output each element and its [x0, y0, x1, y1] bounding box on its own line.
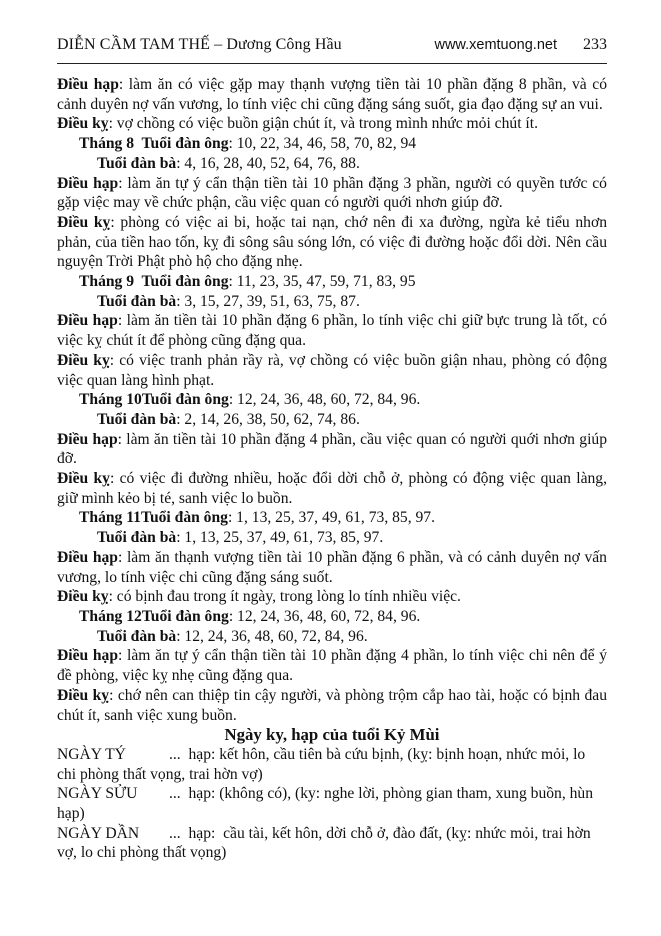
day-name: NGÀY TÝ — [57, 745, 126, 763]
text-block — [57, 607, 607, 627]
block-label: Điều kỵ — [57, 686, 110, 704]
block-label: Tháng 8 Tuổi đàn ông — [79, 135, 229, 153]
book-title: DIỄN CẦM TAM THẾ – Dương Công Hầu — [57, 36, 342, 53]
text-block — [57, 134, 607, 154]
block-text: : 1, 13, 25, 37, 49, 61, 73, 85, 97. — [176, 529, 384, 547]
text-block — [57, 824, 607, 863]
block-text: : có bịnh đau trong ít ngày, trong lòng lo tính nhiều việc. — [108, 588, 461, 606]
block-label: Điều kỵ — [57, 115, 109, 133]
block-label: Tháng 9 Tuổi đàn ông — [79, 273, 229, 291]
text-block — [57, 174, 607, 213]
text-block — [57, 75, 607, 114]
page-header — [57, 36, 607, 64]
block-text: : làm ăn có việc gặp may thạnh vượng tiền tài 10 phần đặng 8 phần, và có cảnh duyên nợ vấn vương, lo tính việc chi cũng đặng sáng suốt, gia đạo đặng sự an vui. — [57, 76, 607, 113]
block-text: : 12, 24, 36, 48, 60, 72, 84, 96. — [176, 627, 368, 645]
block-text: : 10, 22, 34, 46, 58, 70, 82, 94 — [228, 135, 417, 153]
text-block — [57, 213, 607, 272]
page-number: 233 — [583, 36, 607, 53]
text-block — [57, 410, 607, 430]
block-text: : có việc đi đường nhiều, hoặc đổi dời chỗ ở, phòng có động việc quan làng, giữ mình kẻo bị té, sanh việc lo buồn. — [57, 470, 607, 507]
block-text: : làm ăn tự ý cẩn thận tiền tài 10 phần đặng 3 phần, người có quyền tước có gặp việc may về chức phận, cầu việc quan có người quới nhơn giúp đỡ. — [57, 174, 607, 212]
block-text: : 12, 24, 36, 48, 60, 72, 84, 96. — [228, 607, 421, 625]
block-text: : 4, 16, 28, 40, 52, 64, 76, 88. — [176, 154, 360, 172]
block-text: : 11, 23, 35, 47, 59, 71, 83, 95 — [228, 273, 416, 291]
text-block — [57, 784, 607, 823]
text-block — [57, 114, 607, 134]
block-text: : 1, 13, 25, 37, 49, 61, 73, 85, 97. — [227, 509, 436, 527]
block-label: Điều hạp — [57, 647, 119, 665]
text-block — [57, 725, 607, 745]
text-block — [57, 686, 607, 725]
block-text: Ngày ky, hạp của tuổi Kỷ Mùi — [224, 725, 440, 745]
block-label: Tháng 10Tuổi đàn ông — [79, 391, 229, 409]
block-label: Điều hạp — [57, 430, 118, 448]
block-label: Tuổi đàn bà — [97, 292, 177, 310]
text-block — [57, 292, 607, 312]
text-block — [57, 745, 607, 784]
text-block — [57, 587, 607, 607]
block-label: Tháng 11Tuổi đàn ông — [79, 509, 228, 527]
day-name: NGÀY SỬU — [57, 785, 138, 803]
block-label: Điều kỵ — [57, 351, 110, 369]
block-text: : 12, 24, 36, 48, 60, 72, 84, 96. — [228, 391, 421, 409]
block-label: Điều kỵ — [57, 470, 110, 488]
block-label: Tuổi đàn bà — [97, 627, 177, 645]
block-label: Điều hạp — [57, 548, 118, 566]
text-block — [57, 390, 607, 410]
day-name: NGÀY DẦN — [57, 824, 140, 842]
text-block — [57, 627, 607, 647]
page-body — [57, 75, 607, 863]
header-right — [434, 36, 607, 54]
block-label: Tháng 12Tuổi đàn ông — [79, 607, 229, 625]
block-text: : 3, 15, 27, 39, 51, 63, 75, 87. — [176, 292, 360, 310]
website-url: www.xemtuong.net — [434, 37, 557, 53]
block-text: : làm ăn tiền tài 10 phần đặng 6 phần, lo tính việc chi giữ bực trung là tốt, có việc kỵ chút ít để phòng cũng đặng qua. — [57, 312, 607, 350]
block-text: ... hạp: kết hôn, cầu tiên bà cứu bịnh, (kỵ: bịnh hoạn, nhức mỏi, lo chi phòng thất vọng, trai hờn vợ) — [57, 745, 590, 783]
block-text: : phòng có việc ai bi, hoặc tai nạn, chớ nên đi xa đường, ngừa kẻ tiểu nhơn phản, của tiền hao tốn, kỵ đi sông sâu sóng lớn, có việc đi đường hoặc đổi dời. Nên cầu nguyện Trời Phật phò hộ cho đặng nhẹ. — [57, 213, 607, 271]
block-label: Điều hạp — [57, 76, 119, 93]
text-block — [57, 351, 607, 390]
block-text: : làm ăn tự ý cẩn thận tiền tài 10 phần đặng 4 phần, lo tính việc chi nên để ý đề phòng, việc kỵ nhẹ cũng đặng qua. — [57, 647, 607, 685]
block-label: Điều kỵ — [57, 588, 109, 606]
block-text: : vợ chồng có việc buồn giận chút ít, và trong mình nhức mỏi chút ít. — [108, 115, 538, 133]
text-block — [57, 646, 607, 685]
block-text: : chớ nên can thiệp tin cậy người, và phòng trộm cắp hao tài, hoặc có bịnh đau chút ít, sanh việc xung buồn. — [57, 686, 608, 724]
block-label: Tuổi đàn bà — [97, 154, 177, 172]
text-block — [57, 508, 607, 528]
block-text: : có việc tranh phản rầy rà, vợ chồng có việc buồn giận nhau, phòng có động việc quan làng hình phạt. — [57, 351, 607, 389]
block-text: : làm ăn thạnh vượng tiền tài 10 phần đặng 6 phần, và có cảnh duyên nợ vấn vương, lo tính việc chi cũng đặng sáng suốt. — [57, 548, 607, 586]
text-block — [57, 528, 607, 548]
block-label: Điều hạp — [57, 312, 118, 330]
block-text: : 2, 14, 26, 38, 50, 62, 74, 86. — [176, 410, 360, 428]
block-label: Điều kỵ — [57, 213, 111, 231]
text-block — [57, 154, 607, 174]
block-label: Tuổi đàn bà — [97, 410, 177, 428]
text-block — [57, 272, 607, 292]
block-label: Điều hạp — [57, 174, 119, 192]
block-label: Tuổi đàn bà — [97, 529, 177, 547]
text-block — [57, 430, 607, 469]
text-block — [57, 469, 607, 508]
block-text: ... hạp: (không có), (ky: nghe lời, phòng gian tham, xung buồn, hùn hạp) — [57, 785, 597, 823]
text-block — [57, 311, 607, 350]
block-text: : làm ăn tiền tài 10 phần đặng 4 phần, cầu việc quan có người quới nhơn giúp đỡ. — [57, 430, 607, 468]
block-text: ... hạp: cầu tài, kết hôn, dời chỗ ở, đào đất, (kỵ: nhức mỏi, trai hờn vợ, lo chi phòng thất vọng) — [57, 824, 595, 862]
text-block — [57, 548, 607, 587]
